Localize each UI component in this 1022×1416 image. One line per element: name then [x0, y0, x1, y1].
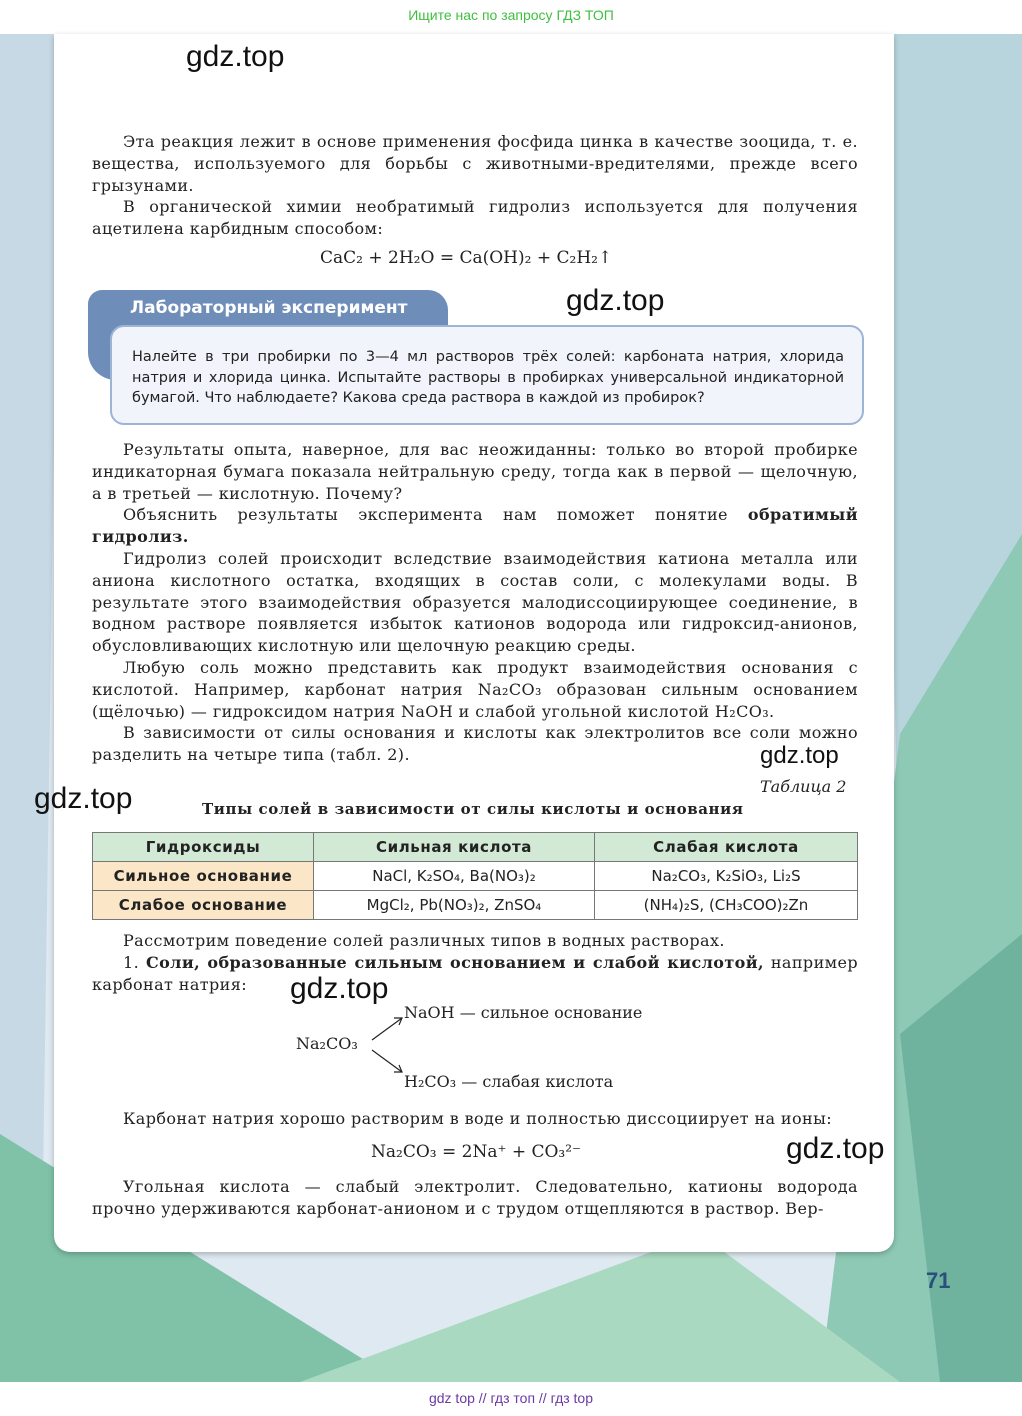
watermark: gdz.top	[786, 1132, 885, 1165]
watermark: gdz.top	[566, 284, 665, 317]
final-text	[92, 1176, 858, 1220]
paragraph	[92, 952, 858, 996]
table-cell: (NH₄)₂S, (CH₃COO)₂Zn	[595, 891, 858, 920]
watermark: gdz.top	[186, 40, 285, 73]
paragraph-text: Объяснить результаты эксперимента нам поможет понятие	[123, 505, 748, 525]
equation-acetylene: CaC₂ + 2H₂O = Ca(OH)₂ + C₂H₂↑	[320, 248, 613, 268]
lab-title: Лабораторный эксперимент	[130, 298, 408, 318]
table-row	[93, 862, 858, 891]
table-header: Слабая кислота	[595, 833, 858, 862]
bottom-banner-text: gdz top // гдз топ // гдз top	[428, 1390, 594, 1406]
paragraph-text: например карбонат натрия:	[92, 952, 858, 994]
salt-types-table	[92, 832, 858, 920]
table-caption: Таблица 2	[760, 777, 847, 796]
paragraph: Угольная кислота — слабый электролит. Следовательно, катионы водорода прочно удерживаются карбонат-анионом и с трудом отщепляются в раствор. Вер-	[92, 1177, 858, 1218]
table-title: Типы солей в зависимости от силы кислоты и основания	[202, 800, 744, 818]
dissociation-text	[92, 1108, 858, 1130]
after-table-text	[92, 930, 858, 995]
paragraph: Рассмотрим поведение солей различных типов в водных растворах.	[123, 931, 725, 950]
watermark: gdz.top	[760, 742, 839, 769]
table-header: Гидроксиды	[93, 833, 314, 862]
term-strong-base-weak-acid: Соли, образованные сильным основанием и слабой кислотой,	[145, 952, 764, 972]
table-cell: NaCl, K₂SO₄, Ba(NO₃)₂	[314, 862, 595, 891]
equation-dissociation: Na₂CO₃ = 2Na⁺ + CO₃²⁻	[371, 1142, 582, 1162]
diagram-salt: Na₂CO₃	[296, 1034, 358, 1053]
paragraph: Результаты опыта, наверное, для вас неожиданны: только во второй пробирке индикаторная бумага показала нейтральную среду, тогда как в первой — щелочную, а в третьей — кислотную. Почему?	[92, 440, 858, 503]
lab-box	[110, 325, 864, 425]
table-cell: Na₂CO₃, K₂SiO₃, Li₂S	[595, 862, 858, 891]
table-header-row	[93, 833, 858, 862]
paragraph: Эта реакция лежит в основе применения фосфида цинка в качестве зооцида, т. е. вещества, используемого для борьбы с животными-вредителями, прежде всего грызунами.	[92, 132, 858, 195]
watermark: gdz.top	[34, 782, 133, 815]
paragraph	[92, 504, 858, 548]
page-number: 71	[926, 1268, 951, 1293]
paragraph: В органической химии необратимый гидролиз используется для получения ацетилена карбидным способом:	[92, 197, 858, 239]
lab-text: Налейте в три пробирки по 3—4 мл растворов трёх солей: карбоната натрия, хлорида натрия и хлорида цинка. Испытайте растворы в пробирках универсальной индикаторной бумагой. Что наблюдаете? Какова среда раствора в каждой из пробирок?	[132, 349, 844, 406]
bottom-banner	[0, 1382, 1022, 1416]
paragraph: Карбонат натрия хорошо растворим в воде и полностью диссоциирует на ионы:	[123, 1109, 833, 1128]
paragraph-text: 1.	[123, 952, 146, 972]
top-banner	[0, 0, 1022, 34]
row-header: Сильное основание	[93, 862, 314, 891]
diagram-acid: H₂CO₃ — слабая кислота	[404, 1072, 614, 1091]
diagram-arrows	[368, 1012, 408, 1078]
top-banner-text: Ищите нас по запросу ГДЗ ТОП	[408, 7, 614, 23]
table-row	[93, 891, 858, 920]
diagram-base: NaOH — сильное основание	[404, 1003, 643, 1022]
watermark: gdz.top	[290, 972, 389, 1005]
paragraph: В зависимости от силы основания и кислоты как электролитов все соли можно разделить на четыре типа (табл. 2).	[92, 723, 858, 765]
table-cell: MgCl₂, Pb(NO₃)₂, ZnSO₄	[314, 891, 595, 920]
paragraph: Гидролиз солей происходит вследствие взаимодействия катиона металла или аниона кислотного остатка, входящих в состав соли, с молекулами воды. В результате этого взаимодействия образуется малодиссоциирующее соединение, в водном растворе появляется избыток катионов водорода или гидроксид-анионов, обусловливающих кислотную или щелочную реакцию среды.	[92, 548, 858, 656]
row-header: Слабое основание	[93, 891, 314, 920]
term-reversible-hydrolysis: обратимый гидролиз.	[92, 505, 858, 547]
table-header: Сильная кислота	[314, 833, 595, 862]
main-text	[92, 439, 858, 766]
paragraph: Любую соль можно представить как продукт взаимодействия основания с кислотой. Например, карбонат натрия Na₂CO₃ образован сильным основанием (щёлочью) — гидроксидом натрия NaOH и слабой угольной кислотой H₂CO₃.	[92, 657, 858, 721]
intro-text	[92, 131, 858, 240]
